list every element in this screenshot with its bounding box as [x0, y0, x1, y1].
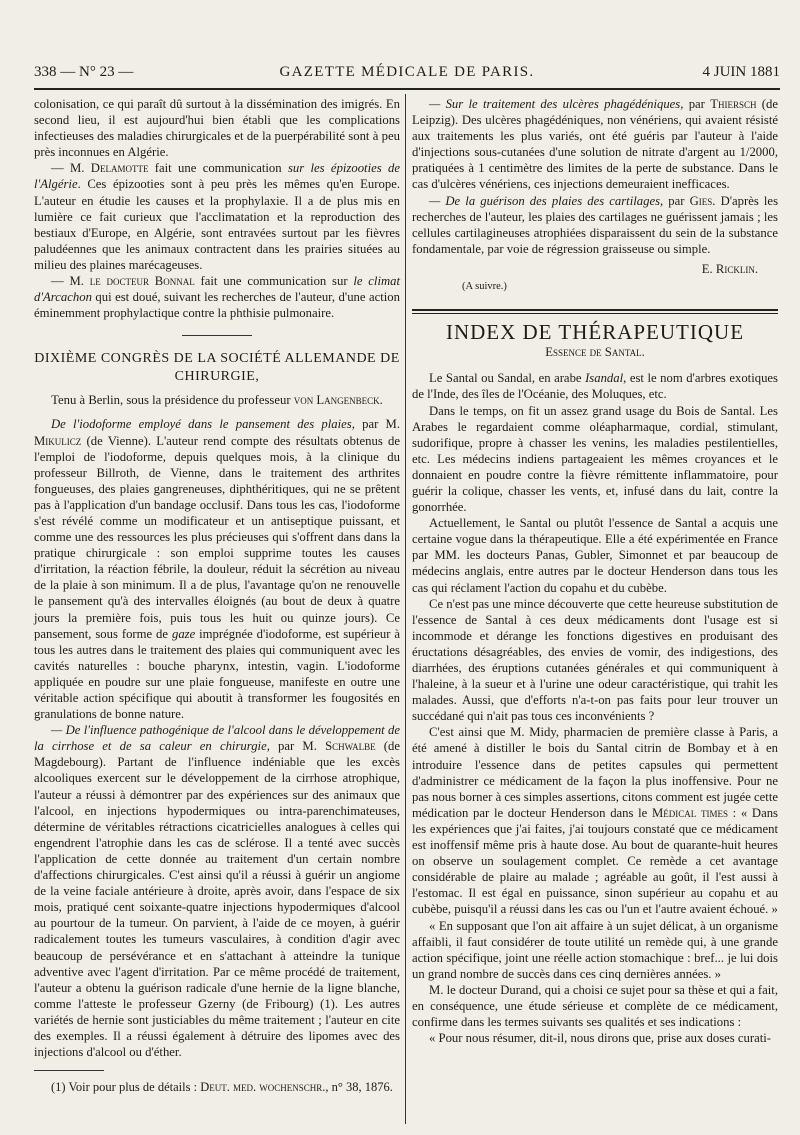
text-fragment: par M.	[354, 417, 400, 432]
paragraph-alcool	[34, 722, 400, 1060]
a-suivre: (A suivre.)	[462, 281, 507, 293]
author-delamotte: — M. Delamotte	[51, 161, 149, 176]
footnote-rule	[34, 1070, 104, 1071]
text-fragment: .	[379, 393, 383, 408]
word-isandal: Isandal	[585, 371, 624, 386]
right-column	[412, 96, 778, 1046]
paragraph-midy	[412, 724, 778, 917]
paragraph-substitution: Ce n'est pas une mince découverte que cette heureuse substitution de l'essence de Santal à ces deux médicaments dont l'usage est si incommode et dérange les fonctions digestives en produisant des éructations désagréables, des envies de vomir, des indigestions, des diarrhées, des éruptions cutanées générales et qui communiquent à l'haleine, à la sueur et à l'urine une odeur caractéristique, qui trahit les malades. Aussi, que d'efforts n'a-t-on pas faits pour leur trouver un succédané qui n'ait pas tous ces inconvénients ?	[412, 596, 778, 724]
text-fragment: par	[663, 193, 690, 208]
paragraph-santal-history: Dans le temps, on fit un assez grand usage du Bois de Santal. Les Arabes le regardaient comme oléapharmaque, cordial, stimulant, sudorifique, propre à chasser les venins, les maladies pestilentielles, etc. Les médecins indiens partageaient les mêmes croyances et le donnaient en poudre contre la fièvre rémittente inflammatoire, pour guérir la colique, chasser les vents, et, infusé dans du lait, contre la gonorrhée.	[412, 403, 778, 515]
page-number: 338 — N° 23 —	[34, 64, 134, 80]
paragraph-quote: « En supposant que l'on ait affaire à un sujet délicat, à un organisme affaibli, il faut considérer de toute utilité un remède qui, à une grande action spécifique, joint une réelle action stomachique : bref... je lui dois un grand nombre de succès dans ces cinq dernières années. »	[412, 918, 778, 981]
journal-title: GAZETTE MÉDICALE DE PARIS.	[279, 64, 535, 80]
paragraph-bonnal	[34, 273, 400, 321]
text-fragment: (de Magdebourg). Partant de l'influence indéniable que les excès alcooliques exercent sur le développement de la cirrhose atrophique, l'auteur a réussi à démontrer par des expériences sur des animaux que l'alcool, en injections hypodermiques ou intra-parenchimateuses, détermine de véritables rétractions cicatricielles analogues à celles qui engendrent l'atrophie dans les cas de sclérose. Il a tenté avec succès l'application de cette donnée au traitement d'un certain nombre d'affections chirurgicales. C'est ainsi qu'il a réussi à guérir un angiome de la veine faciale antérieure à droite, après avoir, dans l'espace de six mois, pratiqué cent soixante-quatre injections hypodermiques d'alcool au pourtour de la tumeur. On parvient, à l'aide de ce moyen, à guérir radicalement toutes les tumeurs vasculaires, à condition d'agir avec beaucoup de persévérance et en s'attachant à atteindre la tunique adventive avec l'agent d'irritation. Par ce même procédé de traitement, l'auteur a obtenu la guérison radicale d'une hernie de la ligne blanche, comme l'atteste le professeur Gzerny (de Fribourg) (1). Les autres variétés de hernie sont justiciables du même traitement ; l'auteur en cite des exemples. Il a réussi également à détruire des lipomes avec des injections d'alcool ou d'éther.	[34, 739, 400, 1060]
text-fragment: par M.	[269, 739, 326, 754]
text-fragment: Tenu à Berlin, sous la présidence du professeur	[51, 393, 294, 408]
paragraph-delamotte	[34, 160, 400, 273]
paragraph-santal-actuel: Actuellement, le Santal ou plutôt l'essence de Santal a acquis une certaine vogue dans la thérapeutique. Elle a été expérimentée en France par MM. les docteurs Panas, Gubler, Simonnet et par beaucoup de médecins anglais, entre autres par le docteur Henderson dans tous les cas qui réclament l'action du copahu et du cubèbe.	[412, 516, 778, 595]
author-mikulicz: Mikulicz	[34, 433, 82, 448]
text-fragment: Le Santal ou Sandal, en arabe	[429, 371, 586, 386]
author-thiersch: Thiersch	[710, 97, 757, 111]
footnote-source: Deut. med. wochenschr.	[200, 1080, 326, 1095]
text-fragment: qui est doué, suivant les recherches de l'auteur, d'une action éminemment prophylactique contre la phthisie pulmonaire.	[34, 290, 400, 321]
text-fragment: : « Dans les expériences que j'ai faites, j'ai toujours constaté que ce médicament est inoffensif même pris à haute dose. Au bout de quarante-huit heures on observe un soulagement complet. Ce remède a cet avantage considérable de plaire au malade ; agréable au goût, il l'est aussi à l'estomac. Il est égal en puissance, sinon supérieur au copahu et au cubèbe, puisqu'il a réussi dans les cas ou l'un et l'autre avaient échoué. »	[412, 805, 778, 917]
congress-subheading	[34, 392, 400, 408]
text-fragment: par	[683, 97, 711, 111]
paragraph-iodoforme	[34, 416, 400, 722]
section-double-rule	[412, 309, 778, 314]
text-fragment: , n° 38, 1876.	[325, 1080, 393, 1095]
left-column	[34, 96, 400, 1095]
paragraph-resume: « Pour nous résumer, dit-il, nous dirons que, prise aux doses curati-	[429, 1031, 771, 1046]
text-fragment: (de Vienne). L'auteur rend compte des résultats obtenus de l'emploi de l'iodoforme, depuis quelques mois, à la clinique du professeur Billroth, de Vienne, dans le traitement des arthrites fongueuses, des plaies gangreneuses, diphthéritiques, qui ne se prêtent pas à l'application d'un bandage occlusif. Dans tous les cas, l'iodoforme s'est révélé comme un modificateur et un antiseptique puissant, et comme une des ressources les plus précieuses qui s'offrent dans dans la pratique chirurgicale : son emploi supprime toutes les causes d'irritation, la réaction fébrile, la douleur, réduit la sécrétion au niveau de la plaie à son minimum. Il a de plus, l'avantage qu'on ne renouvelle le pansement qu'à des intervalles éloignés (au bout de deux à quatre jours la première fois, puis tous les huit ou quinze jours). Ce pansement, sous forme de	[34, 433, 400, 641]
issue-date: 4 JUIN 1881	[702, 64, 780, 80]
index-subheading: Essence de Santal.	[545, 345, 645, 360]
text-fragment: fait une communication sur	[194, 274, 354, 289]
paragraph-ulceres	[412, 96, 778, 193]
text-fragment: fait une communication	[148, 161, 288, 176]
text-fragment: (de Leipzig). Des ulcères phagédéniques, non vénériens, qui avaient résisté aux traitements les plus variés, ont été guéris par l'auteur à l'aide d'injections sous-cutanées d'une solution de nitrate d'argent au 1/2000, pratiquées à 1 centimètre des limites de la perte de substance. Dans le cas d'ulcères vénériens, ces injections demeuraient inefficaces.	[412, 97, 778, 192]
text-fragment: , est le nom d'arbres exotiques de l'Inde, des îles de l'Océanie, des Moluques, etc.	[412, 371, 778, 402]
text-fragment: (1) Voir pour plus de détails :	[51, 1080, 201, 1095]
journal-medical-times: Médical times	[652, 805, 728, 820]
paragraph-santal-intro	[412, 370, 778, 402]
section-rule	[182, 335, 252, 336]
index-heading: INDEX DE THÉRAPEUTIQUE	[445, 320, 745, 345]
title-iodoforme: De l'iodoforme employé dans le pansement des plaies,	[51, 417, 355, 432]
author-gies: Gies	[689, 193, 713, 208]
president-name: von Langenbeck	[293, 393, 380, 408]
text-fragment: C'est ainsi que M. Midy, pharmacien de première classe à Paris, a été amené à distiller le bois du Santal citrin de Bombay et à en introduire l'essence dans de petites capsules qui permettent d'administrer ce médicament de la façon la plus inoffensive. Pour ne pas nous borner à ces simples assertions, citons comment est jugée cette médication par le docteur Henderson dans le	[412, 725, 778, 820]
paragraph-cartilages	[412, 193, 778, 257]
title-cartilages: — De la guérison des plaies des cartilages,	[429, 193, 664, 208]
page-header	[34, 60, 780, 86]
congress-heading: DIXIÈME CONGRÈS DE LA SOCIÉTÉ ALLEMANDE DE CHIRURGIE,	[34, 351, 400, 385]
word-gaze: gaze	[171, 626, 196, 641]
footnote	[34, 1079, 400, 1095]
text-fragment: . Ces épizooties sont à peu près les mêmes qu'en Europe. L'auteur en étudie les causes et la prophylaxie. Il a de plus mis en lumière ce fait curieux que l'acclimatation et la reproduction des bestiaux d'Europe, en Algérie, sont entravées surtout par les fièvres paludéennes que les animaux contractent dans les prairies situées au milieu des plaines marécageuses.	[34, 177, 400, 272]
title-arcachon: le climat d'Arcachon	[34, 274, 400, 305]
text-fragment: . D'après les recherches de l'auteur, les plaies des cartilages ne guérissent jamais ; les cellules cartilagineuses atrophiées disparaissent du sein de la substance fondamentale, par voie de régression graisseuse ou simple.	[412, 193, 779, 256]
header-rule	[34, 88, 780, 90]
title-epizooties: sur les épizooties de l'Algérie	[34, 161, 400, 192]
title-alcool: — De l'influence pathogénique de l'alcool dans le développement de la cirrhose et de sa caleur en chirurgie,	[34, 723, 400, 754]
signature: E. Ricklin.	[701, 261, 758, 276]
paragraph-colonisation: colonisation, ce qui paraît dû surtout à la dissémination des imigrés. En second lieu, il est aujourd'hui bien établi que les complications infectieuses des maladies chirurgicales et de la puerpérabilité sont à peu près inconnues en Algérie.	[34, 97, 400, 160]
paragraph-durand: M. le docteur Durand, qui a choisi ce sujet pour sa thèse et qui a fait, en conséquence, une étude sérieuse et complète de ce médicament, confirme dans les termes suivants ses qualités et ses indications :	[412, 982, 778, 1030]
author-bonnal: — M. le docteur Bonnal	[51, 274, 195, 289]
author-schwalbe: Schwalbe	[325, 739, 376, 754]
text-fragment: imprégnée d'iodoforme, est supérieur à tous les autres dans le traitement des plaies qui communiquent avec les cavités naturelles : bouche pharynx, intestin, vagin. L'iodoforme appliquée en poudre sur une plaie fongueuse, manifeste en outre une véritable action spécifique qui aboutit à transformer les fougosités en granulations de bonne nature.	[34, 626, 400, 722]
title-ulceres: — Sur le traitement des ulcères phagédéniques,	[429, 97, 684, 111]
column-divider	[405, 94, 406, 1124]
